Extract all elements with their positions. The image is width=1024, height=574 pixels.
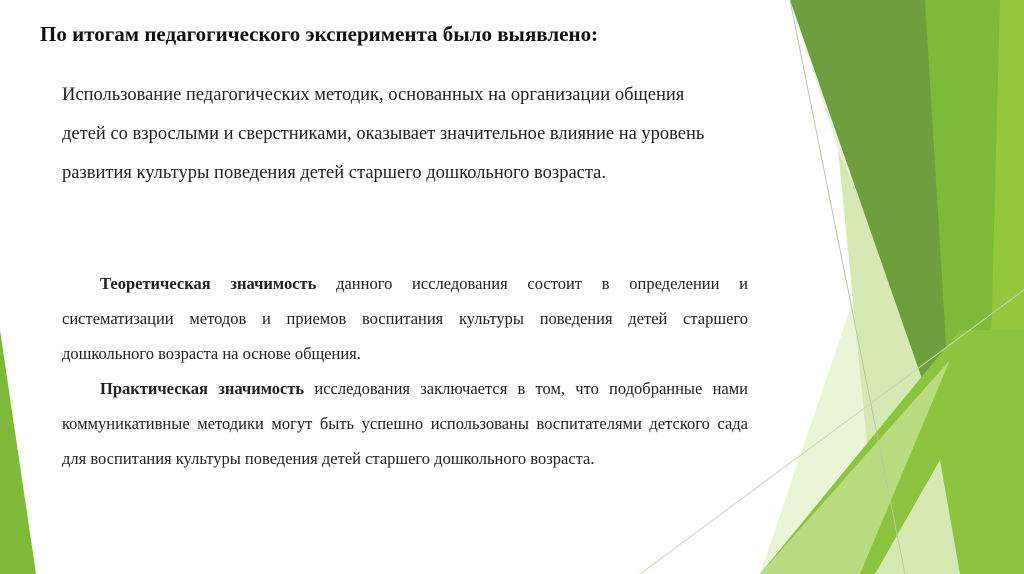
practical-text: исследования заключается в том, что подобранные нами коммуникативные методики могут быть успешно использованы воспитателями детского сада для воспитания культуры поведения детей старшего дошкольного возраста. [62,379,748,468]
slide-title: По итогам педагогического эксперимента было выявлено: [40,22,599,46]
theoretical-lead: Теоретическая значимость [100,274,317,293]
body-text [62,266,748,476]
practical-paragraph [62,371,748,476]
theoretical-paragraph [62,266,748,371]
intro-paragraph: Использование педагогических методик, основанных на организации общения детей со взрослыми и сверстниками, оказывает значительное влияние на уровень развития культуры поведения детей старшего дошкольного возраста. [62,85,705,183]
theoretical-text: данного исследования состоит в определении и систематизации методов и приемов воспитания культуры поведения детей старшего дошкольного возраста на основе общения. [62,274,748,363]
practical-lead: Практическая значимость [100,379,305,398]
left-green-sliver [0,330,36,574]
